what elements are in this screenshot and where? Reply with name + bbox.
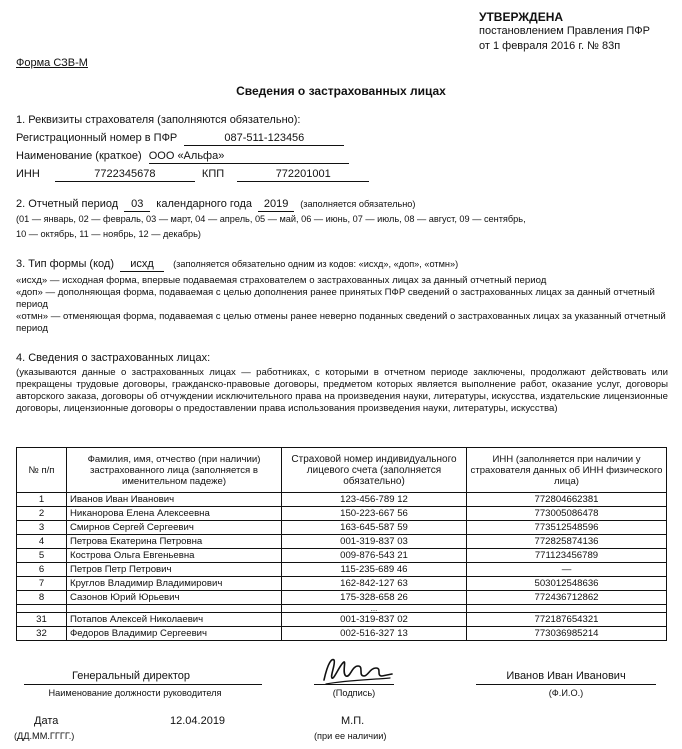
signature-caption: (Подпись) <box>332 688 376 698</box>
form-type-codes-note: (заполняется обязательно одним из кодов: «исхд», «доп», «отмн») <box>173 259 459 269</box>
form-type-dop-desc: «доп» — дополняющая форма, подаваемая с целью дополнения ранее принятых ПФР сведений о застрахованных лицах за данный отчетный период <box>16 287 655 310</box>
table-header-row <box>17 448 667 493</box>
reg-number-label: Регистрационный номер в ПФР <box>16 132 178 144</box>
insured-persons-table <box>16 447 667 641</box>
row-num: 3 <box>17 521 67 535</box>
row-snils: 001-319-837 02 <box>282 613 467 627</box>
row-num: 32 <box>17 627 67 641</box>
row-num: 7 <box>17 577 67 591</box>
section1-heading: 1. Реквизиты страхователя (заполняются обязательно): <box>16 114 301 126</box>
period-label: 2. Отчетный период <box>16 198 119 210</box>
header-fio: Фамилия, имя, отчество (при наличии) застрахованного лица (заполняется в именительном падеже) <box>67 448 282 493</box>
org-name-label: Наименование (краткое) <box>16 150 142 162</box>
row-num: 8 <box>17 591 67 605</box>
approval-line-2: от 1 февраля 2016 г. № 83п <box>479 40 621 52</box>
period-value: 03 <box>124 198 150 212</box>
fio-line <box>476 684 656 685</box>
row-fio: Потапов Алексей Николаевич <box>67 613 282 627</box>
year-label: календарного года <box>156 198 253 210</box>
ellipsis: ... <box>282 605 467 613</box>
row-num: 1 <box>17 493 67 507</box>
row-snils: 123-456-789 12 <box>282 493 467 507</box>
row-fio: Федоров Владимир Сергеевич <box>67 627 282 641</box>
form-type-otmn-desc: «отмн» — отменяющая форма, подаваемая с целью отмены ранее неверно поданных сведений о застрахованных лицах за указанный отчетный период <box>16 311 666 334</box>
header-snils: Страховой номер индивидуального лицевого счета (заполняется обязательно) <box>282 448 467 493</box>
stamp-caption: (при ее наличии) <box>314 731 387 741</box>
stamp-label: М.П. <box>341 715 365 727</box>
table-row <box>17 521 667 535</box>
position-caption: Наименование должности руководителя <box>48 688 222 698</box>
kpp-label: КПП <box>201 168 225 180</box>
row-inn: 773512548596 <box>467 521 667 535</box>
form-type-code: исхд <box>120 258 164 272</box>
fio-caption: (Ф.И.О.) <box>548 688 584 698</box>
table-row <box>17 577 667 591</box>
months-legend-1: (01 — январь, 02 — февраль, 03 — март, 04 — апрель, 05 — май, 06 — июнь, 07 — июль, 08 — август, 09 — сентябрь, <box>16 214 526 224</box>
period-required-note: (заполняется обязательно) <box>300 199 416 209</box>
table-row <box>17 549 667 563</box>
form-type-ishd-desc: «исхд» — исходная форма, впервые подаваемая страхователем о застрахованных лицах за данный отчетный период <box>16 275 547 286</box>
row-inn: 772436712862 <box>467 591 667 605</box>
row-fio: Смирнов Сергей Сергеевич <box>67 521 282 535</box>
table-row <box>17 613 667 627</box>
org-name-row <box>16 150 349 164</box>
row-fio: Никанорова Елена Алексеевна <box>67 507 282 521</box>
table-row <box>17 507 667 521</box>
row-snils: 009-876-543 21 <box>282 549 467 563</box>
row-fio: Петрова Екатерина Петровна <box>67 535 282 549</box>
row-snils: 162-842-127 63 <box>282 577 467 591</box>
row-fio: Круглов Владимир Владимирович <box>67 577 282 591</box>
row-inn: 772187654321 <box>467 613 667 627</box>
row-num: 5 <box>17 549 67 563</box>
inn-label: ИНН <box>16 168 40 180</box>
row-snils: 115-235-689 46 <box>282 563 467 577</box>
reg-number-value: 087-511-123456 <box>184 132 344 146</box>
row-fio: Кострова Ольга Евгеньевна <box>67 549 282 563</box>
inn-value: 7722345678 <box>55 168 195 182</box>
signature-line <box>314 684 394 685</box>
row-inn: — <box>467 563 667 577</box>
document-title: Сведения о застрахованных лицах <box>236 84 446 98</box>
approval-title: УТВЕРЖДЕНА <box>479 10 564 24</box>
approval-line-1: постановлением Правления ПФР <box>479 25 650 37</box>
year-value: 2019 <box>258 198 294 212</box>
table-gap-row <box>17 605 667 613</box>
table-row <box>17 563 667 577</box>
row-num: 2 <box>17 507 67 521</box>
form-type-row <box>16 258 458 272</box>
director-position: Генеральный директор <box>72 670 190 682</box>
date-format: (ДД.ММ.ГГГГ.) <box>14 731 75 741</box>
inn-kpp-row <box>16 168 369 182</box>
section4-note: (указываются данные о застрахованных лицах — работниках, с которыми в отчетном периоде заключены, продолжают действовать или прекращены трудовые договоры, гражданско-правовые договоры, предметом которых является выполнение работ, оказание услуг, договоры авторского заказа, договоры об отчуждении исключительного права на произведения науки, литературы, искусства, издательские лицензионные договоры, лицензионные договоры о предоставлении права использования произведения науки, литературы, искусства) <box>16 367 668 414</box>
row-num: 6 <box>17 563 67 577</box>
row-inn: 773005086478 <box>467 507 667 521</box>
table-row <box>17 591 667 605</box>
row-snils: 163-645-587 59 <box>282 521 467 535</box>
row-inn: 773036985214 <box>467 627 667 641</box>
table-row <box>17 535 667 549</box>
director-fio: Иванов Иван Иванович <box>506 670 626 682</box>
row-inn: 503012548636 <box>467 577 667 591</box>
kpp-value: 772201001 <box>237 168 369 182</box>
row-inn: 772825874136 <box>467 535 667 549</box>
row-snils: 150-223-667 56 <box>282 507 467 521</box>
period-row <box>16 198 415 212</box>
position-line <box>24 684 262 685</box>
row-fio: Петров Петр Петрович <box>67 563 282 577</box>
org-name-value: ООО «Альфа» <box>149 150 349 164</box>
row-inn: 771123456789 <box>467 549 667 563</box>
date-value: 12.04.2019 <box>170 715 226 727</box>
table-row <box>17 627 667 641</box>
reg-number-row <box>16 132 344 146</box>
date-label: Дата <box>34 715 59 727</box>
form-type-label: 3. Тип формы (код) <box>16 258 114 270</box>
header-num: № п/п <box>17 448 67 493</box>
row-fio: Иванов Иван Иванович <box>67 493 282 507</box>
row-snils: 002-516-327 13 <box>282 627 467 641</box>
row-snils: 001-319-837 03 <box>282 535 467 549</box>
row-fio: Сазонов Юрий Юрьевич <box>67 591 282 605</box>
table-row <box>17 493 667 507</box>
form-name: Форма СЗВ-М <box>16 57 88 69</box>
row-num: 4 <box>17 535 67 549</box>
signature-image <box>318 654 396 688</box>
row-snils: 175-328-658 26 <box>282 591 467 605</box>
section4-heading: 4. Сведения о застрахованных лицах: <box>16 352 211 364</box>
months-legend-2: 10 — октябрь, 11 — ноябрь, 12 — декабрь) <box>16 229 201 239</box>
header-inn: ИНН (заполняется при наличии у страхователя данных об ИНН физического лица) <box>467 448 667 493</box>
row-num: 31 <box>17 613 67 627</box>
row-inn: 772804662381 <box>467 493 667 507</box>
